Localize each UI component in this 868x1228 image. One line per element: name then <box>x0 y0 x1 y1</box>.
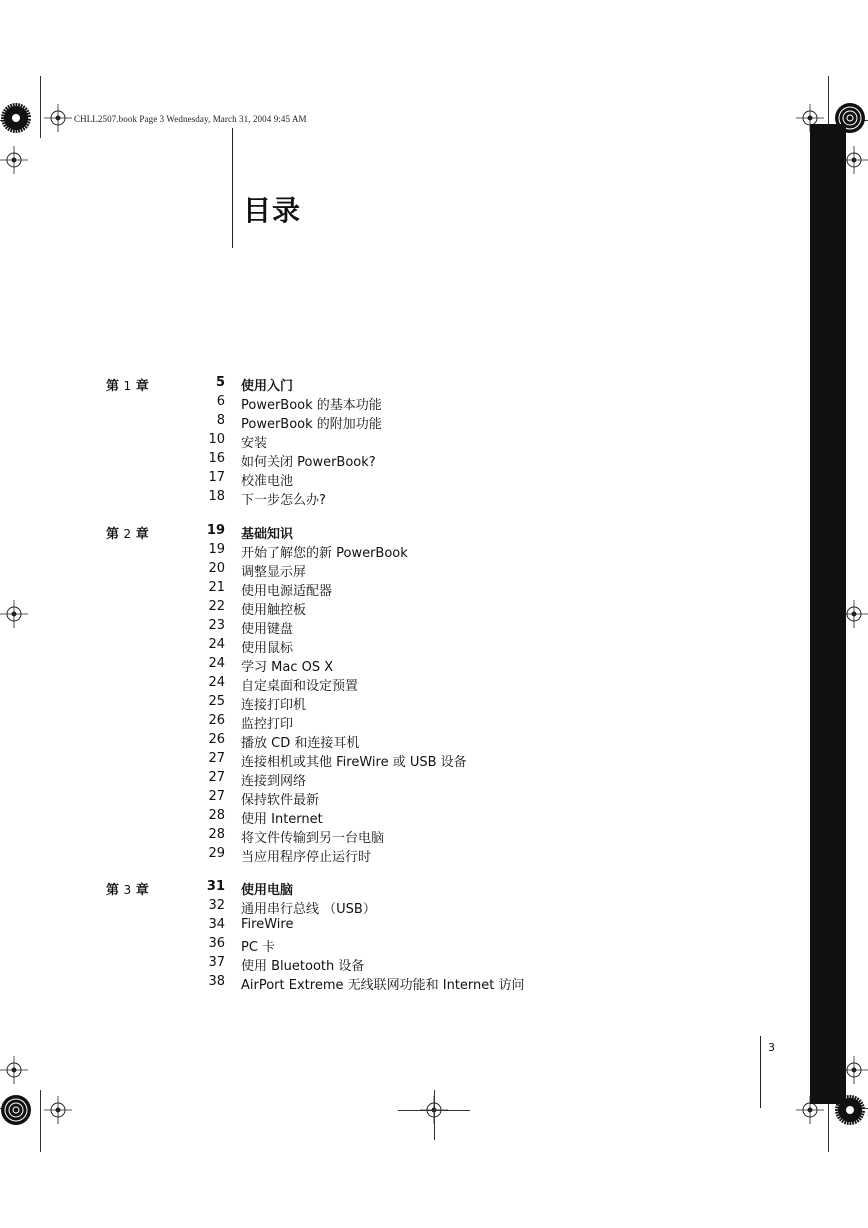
toc-entry[interactable]: 28 使用 Internet <box>208 808 323 827</box>
toc-entry[interactable]: 27 保持软件最新 <box>208 789 320 808</box>
registration-mark-icon <box>0 1056 28 1084</box>
toc-entry[interactable]: 37 使用 Bluetooth 设备 <box>208 955 365 974</box>
toc-entry[interactable]: 5 使用入门 <box>215 375 294 394</box>
title-rule <box>232 128 233 248</box>
toc-entry[interactable]: 24 自定桌面和设定预置 <box>208 675 359 694</box>
registration-mark-icon <box>0 146 28 174</box>
toc-entry[interactable]: 19 基础知识 <box>206 523 294 542</box>
toc-entry[interactable]: 18 下一步怎么办? <box>208 489 326 508</box>
registration-mark-icon <box>0 600 28 628</box>
toc-entry[interactable]: 22 使用触控板 <box>208 599 307 618</box>
toc-entry[interactable]: 36 PC 卡 <box>208 936 276 955</box>
registration-mark-icon <box>44 1096 72 1124</box>
toc-entry[interactable]: 6 PowerBook 的基本功能 <box>216 394 382 413</box>
crop-mark <box>40 76 41 138</box>
toc-entry[interactable]: 27 连接到网络 <box>208 770 307 789</box>
toc-entry[interactable]: 34 FireWire <box>208 917 294 932</box>
chapter-label: 第 1 章 <box>106 379 149 394</box>
toc-entry[interactable]: 26 监控打印 <box>208 713 294 732</box>
toc-entry[interactable]: 25 连接打印机 <box>208 694 307 713</box>
toc-entry[interactable]: 28 将文件传输到另一台电脑 <box>208 827 385 846</box>
page-number: 3 <box>768 1041 775 1054</box>
crop-mark <box>40 1090 41 1152</box>
toc-entry[interactable]: 20 调整显示屏 <box>208 561 307 580</box>
toc-entry[interactable]: 29 当应用程序停止运行时 <box>208 846 372 865</box>
toc-entry[interactable]: 19 开始了解您的新 PowerBook <box>208 542 408 561</box>
chapter-tab-bar <box>810 124 846 1104</box>
toc-entry[interactable]: 31 使用电脑 <box>206 879 294 898</box>
starburst-target-icon <box>0 1094 32 1126</box>
chapter-label: 第 2 章 <box>106 527 149 542</box>
crop-mark <box>434 1090 435 1140</box>
toc-entry[interactable]: 16 如何关闭 PowerBook? <box>208 451 376 470</box>
toc-entry[interactable]: 24 学习 Mac OS X <box>208 656 334 675</box>
toc-entry[interactable]: 8 PowerBook 的附加功能 <box>216 413 382 432</box>
chapter-label: 第 3 章 <box>106 883 149 898</box>
registration-mark-icon <box>44 104 72 132</box>
toc-entry[interactable]: 21 使用电源适配器 <box>208 580 333 599</box>
starburst-target-icon <box>0 102 32 134</box>
page-title: 目录 <box>243 194 302 227</box>
toc-entry[interactable]: 17 校准电池 <box>208 470 294 489</box>
toc-entry[interactable]: 26 播放 CD 和连接耳机 <box>208 732 360 751</box>
toc-entry[interactable]: 32 通用串行总线 （USB） <box>208 898 376 917</box>
toc-entry[interactable]: 27 连接相机或其他 FireWire 或 USB 设备 <box>208 751 467 770</box>
toc-entry[interactable]: 38 AirPort Extreme 无线联网功能和 Internet 访问 <box>208 974 525 993</box>
page-number-rule <box>760 1036 761 1108</box>
toc-entry[interactable]: 24 使用鼠标 <box>208 637 294 656</box>
toc-entry[interactable]: 10 安装 <box>208 432 268 451</box>
toc-entry[interactable]: 23 使用键盘 <box>208 618 294 637</box>
print-header: CHLL2507.book Page 3 Wednesday, March 31, 2004 9:45 AM <box>74 114 307 124</box>
